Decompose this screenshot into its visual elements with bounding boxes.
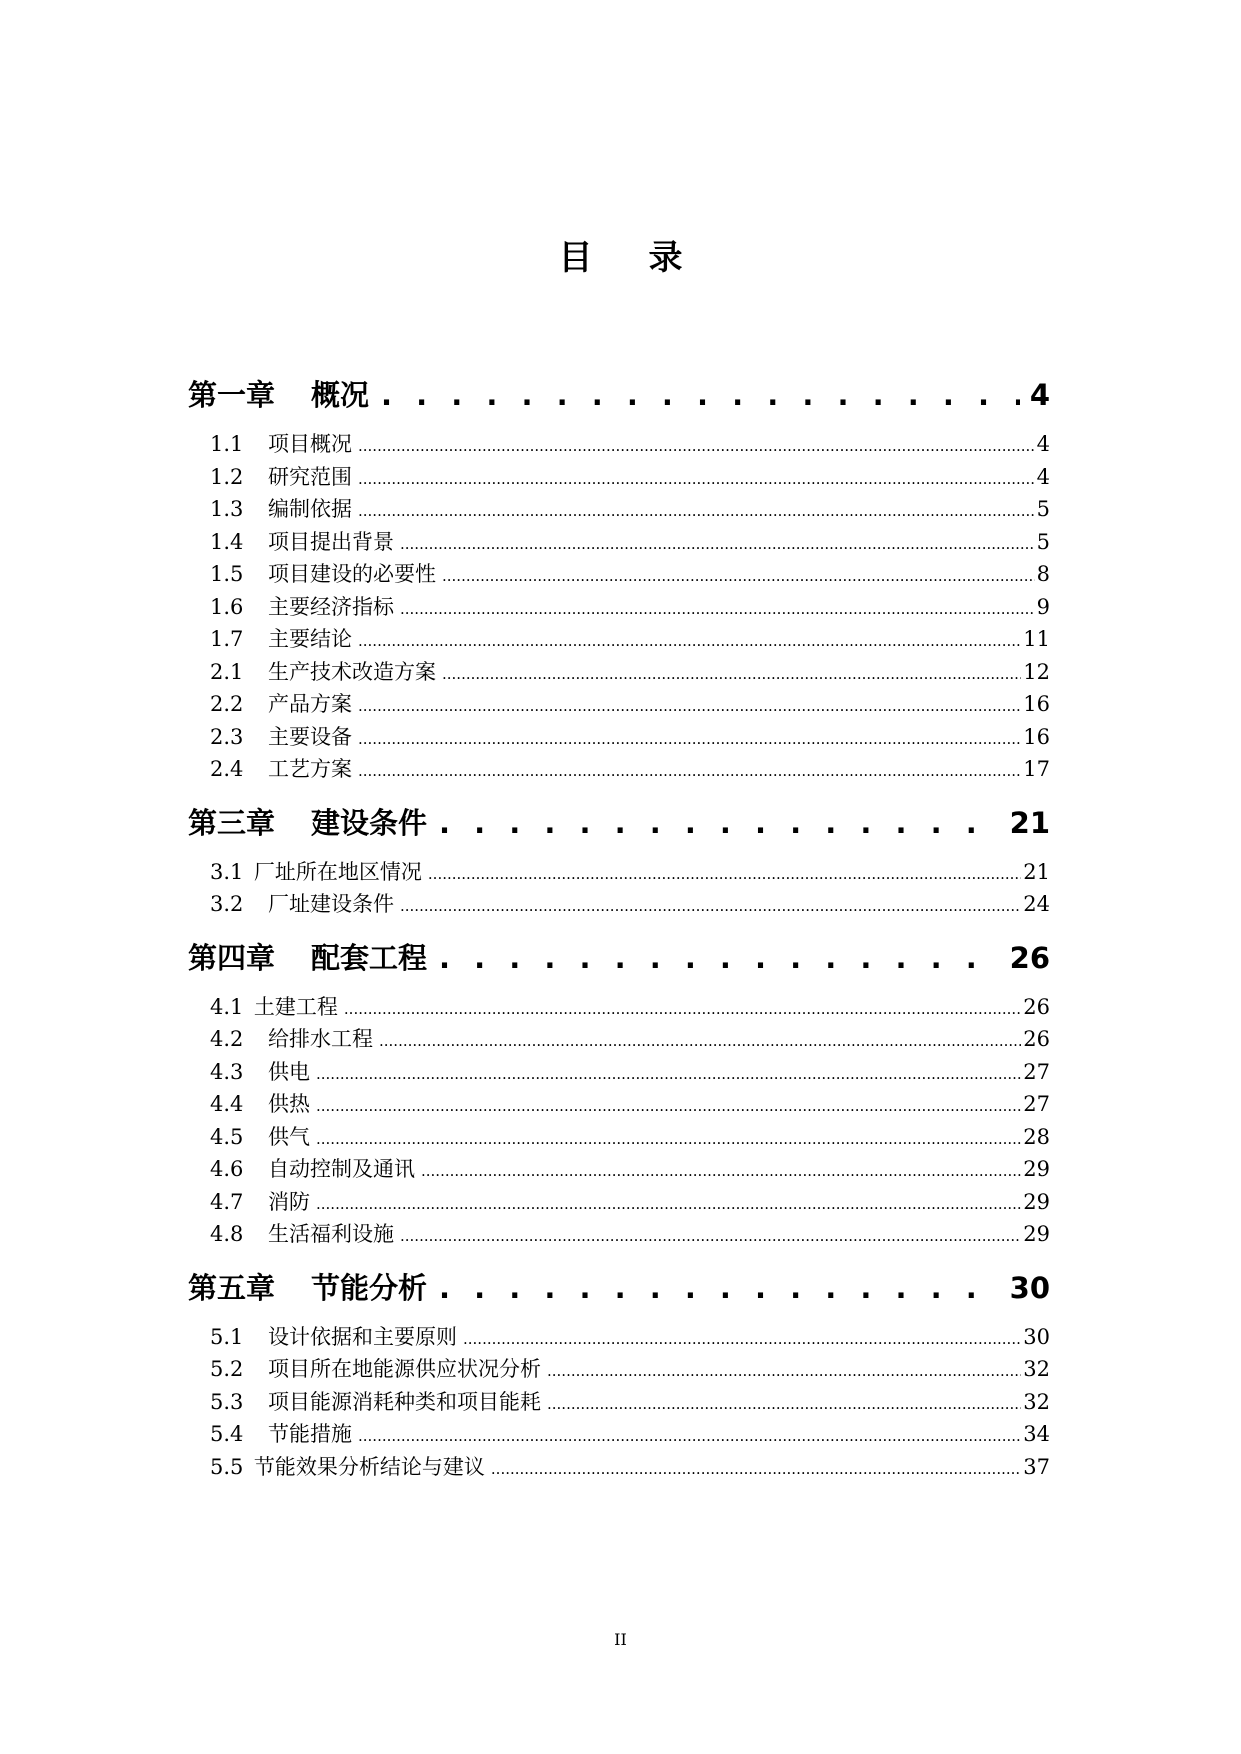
section-number: 4.6: [210, 1157, 244, 1181]
section-page-number: 29: [1023, 1157, 1050, 1181]
toc-entry-link[interactable]: [188, 1088, 1050, 1121]
section-page-number: 26: [1023, 994, 1050, 1019]
toc-entry-link[interactable]: [188, 493, 1050, 526]
section-page-number: 11: [1023, 627, 1050, 651]
section-number: 4.1: [210, 994, 244, 1019]
chapter-title: 概况: [311, 378, 370, 412]
chapter-number: 第五章: [188, 1270, 276, 1305]
toc-entry-link[interactable]: [188, 1321, 1050, 1354]
section-page-number: 29: [1023, 1222, 1050, 1246]
dot-leader: [316, 1188, 1021, 1221]
section-number: 5.3: [210, 1389, 244, 1414]
dot-leader: [379, 1025, 1021, 1058]
section-number: 2.3: [210, 724, 244, 749]
chapter-page-number: 4: [1029, 378, 1050, 412]
dot-leader: [316, 1123, 1021, 1156]
dot-leader: [439, 935, 1000, 981]
section-title: 土建工程: [253, 994, 338, 1019]
section-page-number: 5: [1036, 529, 1050, 554]
section-title: 厂址所在地区情况: [253, 859, 422, 884]
toc-entry-link[interactable]: [188, 558, 1050, 591]
section-page-number: 27: [1023, 1092, 1050, 1116]
section-list: [188, 428, 1050, 786]
toc-entry-link[interactable]: [188, 623, 1050, 656]
toc-entry-link[interactable]: [188, 1418, 1050, 1451]
section-list: [188, 1321, 1050, 1484]
section-number: 4.8: [210, 1222, 244, 1246]
section-number: 1.5: [210, 562, 244, 586]
section-number: 1.3: [210, 497, 244, 521]
chapter-title: 配套工程: [311, 940, 428, 975]
section-list: [188, 991, 1050, 1251]
section-title: 供气: [268, 1124, 310, 1149]
dot-leader: [421, 1155, 1021, 1188]
section-title: 给排水工程: [268, 1027, 373, 1051]
toc-entry-link[interactable]: [188, 1153, 1050, 1186]
section-number: 4.2: [210, 1027, 244, 1051]
toc-entry-link[interactable]: [188, 856, 1050, 889]
dot-leader: [463, 1323, 1021, 1356]
section-page-number: 27: [1023, 1059, 1050, 1084]
section-title: 节能效果分析结论与建议: [253, 1454, 485, 1479]
chapter-page-number: 26: [1009, 940, 1050, 975]
toc-heading-char-1: 目: [558, 238, 593, 278]
dot-leader: [358, 625, 1021, 658]
section-number: 3.2: [210, 892, 244, 916]
section-number: 2.4: [210, 757, 244, 781]
section-page-number: 28: [1023, 1124, 1050, 1149]
chapter-heading-link[interactable]: [188, 1265, 1050, 1311]
section-number: 5.4: [210, 1422, 244, 1446]
section-title: 设计依据和主要原则: [268, 1324, 457, 1349]
section-title: 供电: [268, 1059, 310, 1084]
section-page-number: 32: [1023, 1357, 1050, 1381]
section-page-number: 26: [1023, 1027, 1050, 1051]
section-page-number: 5: [1036, 497, 1050, 521]
section-number: 5.2: [210, 1357, 244, 1381]
page-number: II: [614, 1630, 627, 1649]
dot-leader: [442, 560, 1035, 593]
section-page-number: 37: [1023, 1454, 1050, 1479]
section-page-number: 4: [1036, 432, 1050, 456]
chapter-heading-link[interactable]: [188, 372, 1050, 418]
dot-leader: [316, 1058, 1021, 1091]
section-number: 1.7: [210, 627, 244, 651]
section-number: 5.5: [210, 1454, 244, 1479]
section-number: 2.1: [210, 659, 244, 684]
toc-entry-link[interactable]: [188, 461, 1050, 494]
chapter-page-number: 21: [1009, 805, 1050, 840]
toc-heading-char-2: 录: [648, 238, 683, 278]
section-number: 2.2: [210, 692, 244, 716]
toc-heading: [0, 236, 1241, 280]
dot-leader: [358, 690, 1021, 723]
dot-leader: [358, 430, 1035, 463]
section-number: 5.1: [210, 1324, 244, 1349]
section-number: 4.7: [210, 1189, 244, 1214]
section-number: 1.4: [210, 529, 244, 554]
section-page-number: 16: [1023, 692, 1050, 716]
section-number: 1.2: [210, 464, 244, 489]
spacer: [243, 991, 254, 1024]
dot-leader: [400, 593, 1035, 626]
section-page-number: 34: [1023, 1422, 1050, 1446]
toc-entry-link[interactable]: [188, 591, 1050, 624]
section-page-number: 24: [1023, 892, 1050, 916]
section-number: 3.1: [210, 859, 244, 884]
toc-entry-link[interactable]: [188, 1218, 1050, 1251]
section-page-number: 17: [1023, 757, 1050, 781]
section-title: 编制依据: [268, 497, 352, 521]
dot-leader: [358, 755, 1021, 788]
section-page-number: 9: [1036, 594, 1050, 619]
section-title: 项目能源消耗种类和项目能耗: [268, 1389, 541, 1414]
section-number: 1.6: [210, 594, 244, 619]
dot-leader: [358, 463, 1035, 496]
section-page-number: 8: [1036, 562, 1050, 586]
dot-leader: [439, 800, 1000, 846]
chapter-number: 第一章: [188, 378, 276, 412]
spacer: [243, 1451, 254, 1484]
chapter-number: 第四章: [188, 940, 276, 975]
section-page-number: 12: [1023, 659, 1050, 684]
dot-leader: [547, 1388, 1021, 1421]
section-title: 消防: [268, 1189, 310, 1214]
dot-leader: [358, 723, 1021, 756]
toc-entry-link[interactable]: [188, 1186, 1050, 1219]
table-of-contents: [188, 372, 1050, 1497]
chapter-heading-link[interactable]: [188, 935, 1050, 981]
toc-entry-link[interactable]: [188, 428, 1050, 461]
toc-entry-link[interactable]: [188, 526, 1050, 559]
toc-entry-link[interactable]: [188, 1056, 1050, 1089]
section-title: 研究范围: [268, 464, 352, 489]
section-page-number: 30: [1023, 1324, 1050, 1349]
section-title: 节能措施: [268, 1422, 352, 1446]
chapter-number: 第三章: [188, 805, 276, 840]
toc-entry-link[interactable]: [188, 1353, 1050, 1386]
toc-entry-link[interactable]: [188, 1023, 1050, 1056]
toc-entry-link[interactable]: [188, 721, 1050, 754]
chapter-heading-link[interactable]: [188, 800, 1050, 846]
section-number: 4.4: [210, 1092, 244, 1116]
chapter-title: 建设条件: [311, 805, 428, 840]
toc-entry-link[interactable]: [188, 753, 1050, 786]
dot-leader: [491, 1453, 1021, 1486]
section-page-number: 4: [1036, 464, 1050, 489]
section-title: 生产技术改造方案: [268, 659, 436, 684]
section-number: 4.3: [210, 1059, 244, 1084]
toc-entry-link[interactable]: [188, 656, 1050, 689]
toc-entry-link[interactable]: [188, 1451, 1050, 1484]
dot-leader: [316, 1090, 1021, 1123]
dot-leader: [400, 1220, 1021, 1253]
section-title: 项目建设的必要性: [268, 562, 436, 586]
dot-leader: [358, 495, 1035, 528]
section-number: 4.5: [210, 1124, 244, 1149]
dot-leader: [400, 890, 1021, 923]
toc-entry-link[interactable]: [188, 991, 1050, 1024]
section-number: 1.1: [210, 432, 244, 456]
dot-leader: [400, 528, 1035, 561]
chapter-title: 节能分析: [311, 1270, 428, 1305]
dot-leader: [344, 993, 1021, 1026]
section-list: [188, 856, 1050, 921]
section-title: 工艺方案: [268, 757, 352, 781]
toc-entry-link[interactable]: [188, 1121, 1050, 1154]
toc-entry-link[interactable]: [188, 888, 1050, 921]
chapter-page-number: 30: [1009, 1270, 1050, 1305]
dot-leader: [358, 1420, 1021, 1453]
section-title: 厂址建设条件: [268, 892, 394, 916]
dot-leader: [442, 658, 1021, 691]
section-title: 项目所在地能源供应状况分析: [268, 1357, 541, 1381]
toc-entry-link[interactable]: [188, 1386, 1050, 1419]
section-title: 主要设备: [268, 724, 352, 749]
section-title: 供热: [268, 1092, 310, 1116]
section-title: 自动控制及通讯: [268, 1157, 415, 1181]
spacer: [243, 856, 254, 889]
dot-leader: [381, 372, 1020, 418]
section-page-number: 16: [1023, 724, 1050, 749]
section-title: 项目提出背景: [268, 529, 394, 554]
dot-leader: [428, 858, 1021, 891]
section-title: 生活福利设施: [268, 1222, 394, 1246]
section-title: 项目概况: [268, 432, 352, 456]
section-title: 产品方案: [268, 692, 352, 716]
section-page-number: 21: [1023, 859, 1050, 884]
section-page-number: 29: [1023, 1189, 1050, 1214]
section-title: 主要经济指标: [268, 594, 394, 619]
section-page-number: 32: [1023, 1389, 1050, 1414]
dot-leader: [439, 1265, 1000, 1311]
dot-leader: [547, 1355, 1021, 1388]
toc-entry-link[interactable]: [188, 688, 1050, 721]
section-title: 主要结论: [268, 627, 352, 651]
